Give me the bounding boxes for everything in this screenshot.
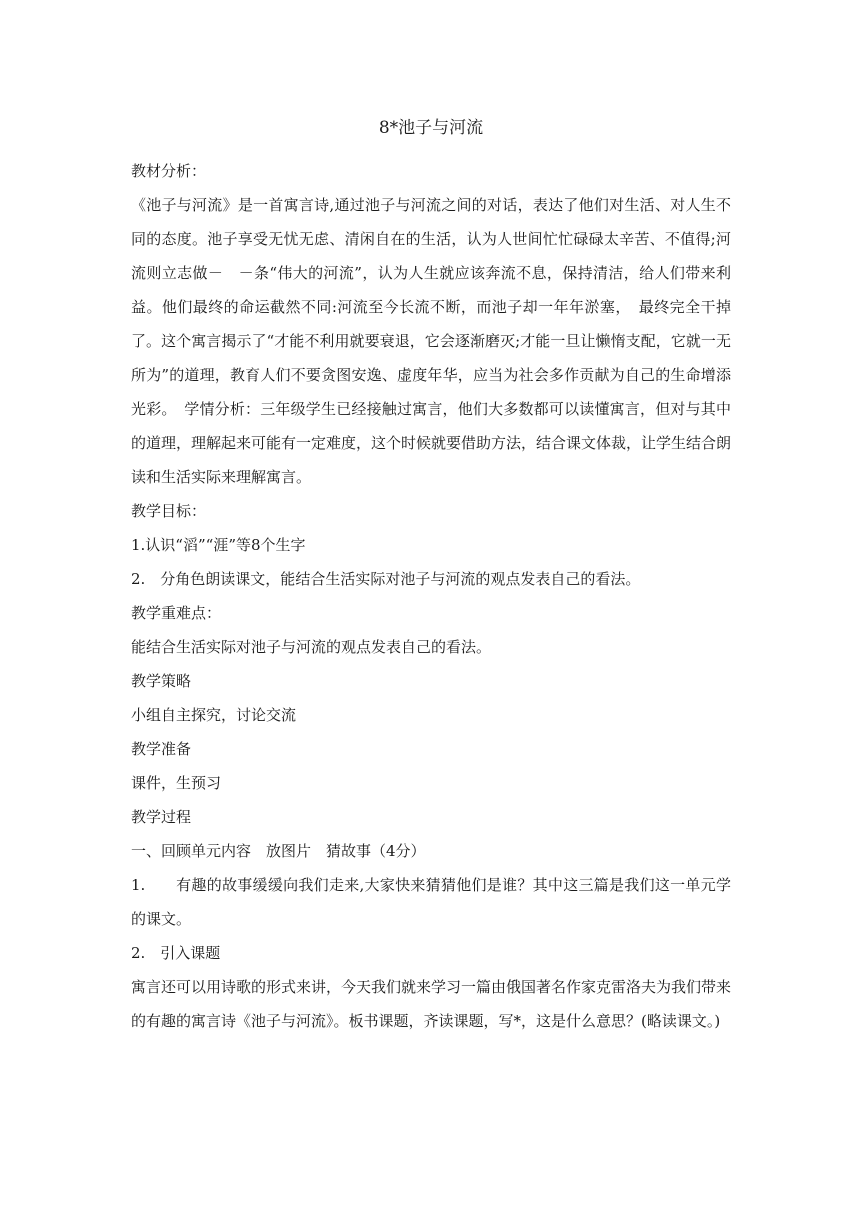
document-body [131,112,731,1038]
heading-teaching-goals: 教学目标： [131,502,207,520]
heading-teaching-process: 教学过程 [131,808,192,826]
paragraph-introduction: 寓言还可以用诗歌的形式来讲，今天我们就来学习一篇由俄国著名作家克雷洛夫为我们带来的有趣的寓言诗《池子与河流》。板书课题，齐读课题，写*，这是什么意思？(略读课文。) [131,978,732,1030]
paragraph-analysis: 《池子与河流》是一首寓言诗,通过池子与河流之间的对话，表达了他们对生活、对人生不同的态度。池子享受无忧无虑、清闲自在的生活，认为人世间忙忙碌碌太辛苦、不值得;河流则立志做－ －条“伟大的河流”，认为人生就应该奔流不息，保持清洁，给人们带来利益。他们最终的命运截然不同:河流至今长流不断，而池子却一年年淤塞， 最终完全干掉了。这个寓言揭示了“才能不利用就要衰退，它会逐渐磨灭;才能一旦让懒惰支配，它就一无所为”的道理，教育人们不要贪图安逸、虚度年华，应当为社会多作贡献为自己的生命增添光彩。 学情分析：三年级学生已经接触过寓言，他们大多数都可以读懂寓言，但对与其中的道理，理解起来可能有一定难度，这个时候就要借助方法，结合课文体裁，让学生结合朗读和生活实际来理解寓言。 [131,196,732,486]
paragraph-key-difficulties: 能结合生活实际对池子与河流的观点发表自己的看法。 [131,638,492,656]
heading-teaching-strategy: 教学策略 [131,672,192,690]
section-review: 一、回顾单元内容 放图片 猜故事（4分） [131,842,426,860]
process-item-1: 1. 有趣的故事缓缓向我们走来,大家快来猜猜他们是谁？其中这三篇是我们这一单元学的课文。 [131,876,731,928]
document-title: 8*池子与河流 [378,118,484,138]
goal-item-1: 1.认识“滔”“涯”等8个生字 [131,536,306,554]
paragraph-teaching-strategy: 小组自主探究，讨论交流 [131,706,297,724]
heading-teaching-preparation: 教学准备 [131,740,192,758]
process-item-2: 2. 引入课题 [131,944,221,962]
heading-key-difficulties: 教学重难点： [131,604,222,622]
paragraph-teaching-preparation: 课件，生预习 [131,774,222,792]
goal-item-2: 2. 分角色朗读课文，能结合生活实际对池子与河流的观点发表自己的看法。 [131,570,641,588]
heading-textbook-analysis: 教材分析： [131,162,207,180]
